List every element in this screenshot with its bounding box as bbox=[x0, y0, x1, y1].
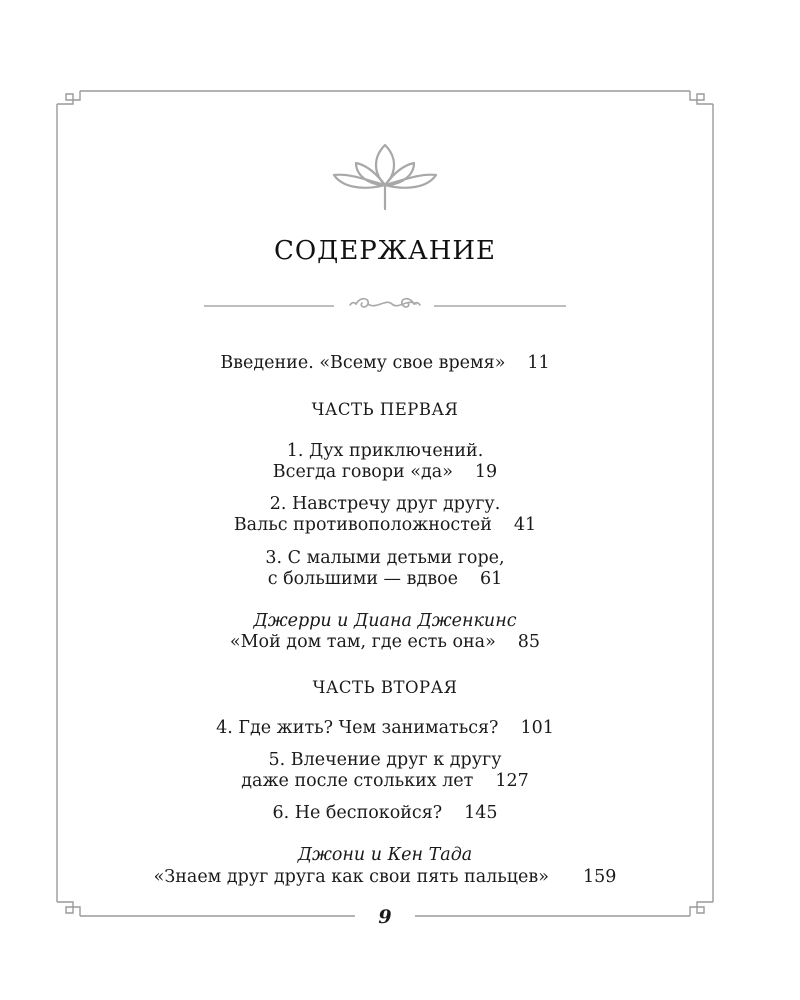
toc-entry-ch6[interactable] bbox=[0, 802, 770, 824]
toc-entry-title: «Знаем друг друга как свои пять пальцев» bbox=[153, 867, 549, 887]
toc-entry-page: 85 bbox=[517, 632, 541, 652]
toc-entry-ch5-line1[interactable]: 5. Влечение друг к другу bbox=[268, 750, 502, 770]
toc-entry-title: 4. Где жить? Чем заниматься? bbox=[216, 718, 499, 738]
toc-entry-title: 6. Не беспокойся? bbox=[272, 803, 443, 823]
toc-entry-page: 159 bbox=[582, 867, 617, 887]
toc-entry-title: «Мой дом там, где есть она» bbox=[229, 632, 496, 652]
page-title: СОДЕРЖАНИЕ bbox=[273, 236, 497, 266]
toc-entry-title: Введение. «Всему свое время» bbox=[220, 353, 506, 373]
toc-entry-title: Вальс противоположностей bbox=[233, 515, 492, 535]
toc-entry-story2[interactable] bbox=[0, 866, 770, 888]
toc-entry-page: 19 bbox=[474, 462, 498, 482]
toc-entry-title: с большими — вдвое bbox=[267, 569, 458, 589]
toc-entry-page: 41 bbox=[513, 515, 537, 535]
toc-entry-ch4[interactable] bbox=[0, 717, 770, 739]
toc-entry-ch1-line1[interactable]: 1. Дух приключений. bbox=[286, 441, 484, 461]
toc-entry-title: даже после стольких лет bbox=[241, 771, 474, 791]
toc-entry-intro[interactable] bbox=[0, 352, 770, 374]
page-number: 9 bbox=[378, 906, 392, 928]
title-divider bbox=[200, 290, 570, 314]
toc-entry-page: 101 bbox=[520, 718, 554, 738]
toc-entry-page: 61 bbox=[480, 569, 503, 589]
lotus-icon bbox=[328, 143, 442, 213]
toc-entry-story1[interactable] bbox=[0, 631, 770, 653]
flourish-icon bbox=[350, 299, 420, 307]
part-heading-2: ЧАСТЬ ВТОРАЯ bbox=[312, 678, 458, 697]
toc-entry-page: 127 bbox=[495, 771, 529, 791]
toc-entry-page: 11 bbox=[527, 353, 550, 373]
part-heading-1: ЧАСТЬ ПЕРВАЯ bbox=[311, 400, 459, 419]
story-authors-1: Джерри и Диана Дженкинс bbox=[253, 611, 517, 631]
toc-entry-ch2-line2[interactable] bbox=[0, 514, 770, 536]
toc-entry-ch3-line2[interactable] bbox=[0, 568, 770, 590]
toc-entry-ch5-line2[interactable] bbox=[0, 770, 770, 792]
toc-entry-ch3-line1[interactable]: 3. С малыми детьми горе, bbox=[265, 548, 505, 568]
toc-entry-ch1-line2[interactable] bbox=[0, 461, 770, 483]
toc-entry-page: 145 bbox=[464, 803, 498, 823]
story-authors-2: Джони и Кен Тада bbox=[297, 845, 473, 865]
toc-entry-ch2-line1[interactable]: 2. Навстречу друг другу. bbox=[269, 494, 501, 514]
toc-entry-title: Всегда говори «да» bbox=[272, 462, 453, 482]
